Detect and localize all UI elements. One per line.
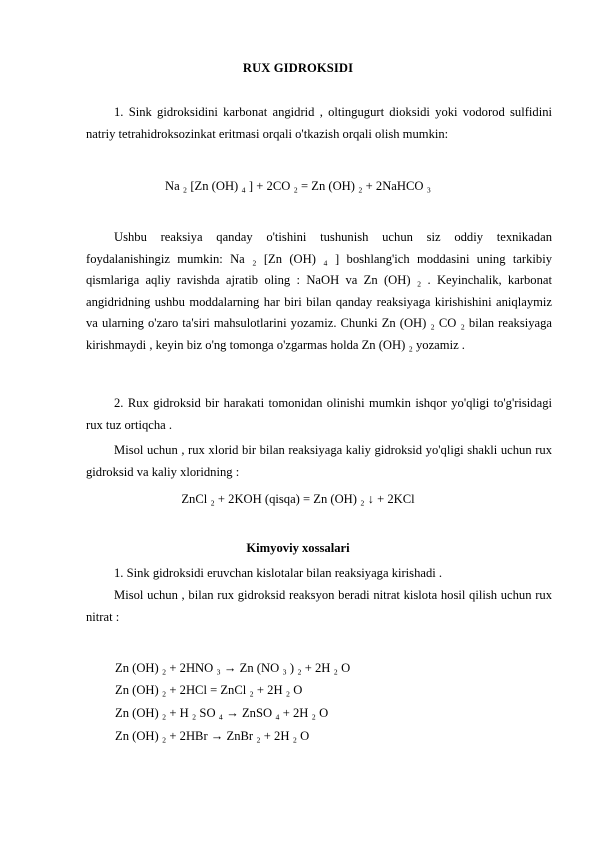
paragraph-3	[86, 393, 552, 436]
paragraph-2-text: Ushbu reaksiya qanday o'tishini tushunish uchun siz oddiy texnikadan foydalanishingiz mumkin: Na ₂ [Zn (OH) ₄ ] boshlang'ich moddasini uning tarkibiy qismlariga aqliy ravishda ajratib oling : NaOH va Zn (OH) ₂ . Keyinchalik, karbonat angidridning ushbu moddalarning har biri bilan qanday reaksiyaga kirishishini aniqlaymiz va ularning o'zaro ta'siri mahsulotlarini yozamiz. Chunki Zn (OH) ₂ CO ₂ bilan reaksiyaga kirishmaydi , keyin biz o'ng tomonga o'zgarmas holda Zn (OH) ₂ yozamiz .	[86, 230, 552, 352]
page-title: RUX GIDROKSIDI	[242, 61, 354, 75]
paragraph-1-text: 1. Sink gidroksidini karbonat angidrid , oltingugurt dioksidi yoki vodorod sulfidini natriy tetrahidroksozinkat eritmasi orqali o'tkazish orqali olish mumkin:	[86, 105, 552, 141]
paragraph-3-text: 2. Rux gidroksid bir harakati tomonidan olinishi mumkin ishqor yo'qligi to'g'risidagi rux tuz ortiqcha .	[86, 396, 552, 432]
equation-2: ZnCl ₂ + 2KOH (qisqa) = Zn (OH) ₂ ↓ + 2KCl	[181, 492, 415, 506]
equation-5: Zn (OH) ₂ + H ₂ SO ₄ → ZnSO ₄ + 2H ₂ O	[115, 706, 329, 720]
paragraph-4-text: Misol uchun , rux xlorid bir bilan reaksiyaga kaliy gidroksid yo'qligi shakli uchun rux gidroksid va kaliy xloridning :	[86, 443, 552, 479]
equation-4: Zn (OH) ₂ + 2HCl = ZnCl ₂ + 2H ₂ O	[115, 683, 303, 697]
paragraph-2	[86, 227, 552, 356]
paragraph-6-text: Misol uchun , bilan rux gidroksid reaksyon beradi nitrat kislota hosil qilish uchun rux nitrat :	[86, 588, 552, 624]
paragraph-4	[86, 440, 552, 483]
paragraph-5-text: 1. Sink gidroksidi eruvchan kislotalar bilan reaksiyaga kirishadi .	[114, 566, 443, 580]
section-subtitle: Kimyoviy xossalari	[246, 541, 350, 555]
equation-6: Zn (OH) ₂ + 2HBr → ZnBr ₂ + 2H ₂ O	[115, 729, 310, 743]
paragraph-5	[86, 563, 552, 585]
paragraph-6	[86, 585, 552, 628]
paragraph-1	[86, 102, 552, 145]
equation-3: Zn (OH) ₂ + 2HNO ₃ → Zn (NO ₃ ) ₂ + 2H ₂ O	[115, 661, 351, 675]
equation-1: Na ₂ [Zn (OH) ₄ ] + 2CO ₂ = Zn (OH) ₂ + 2NaHCO ₃	[164, 179, 432, 193]
